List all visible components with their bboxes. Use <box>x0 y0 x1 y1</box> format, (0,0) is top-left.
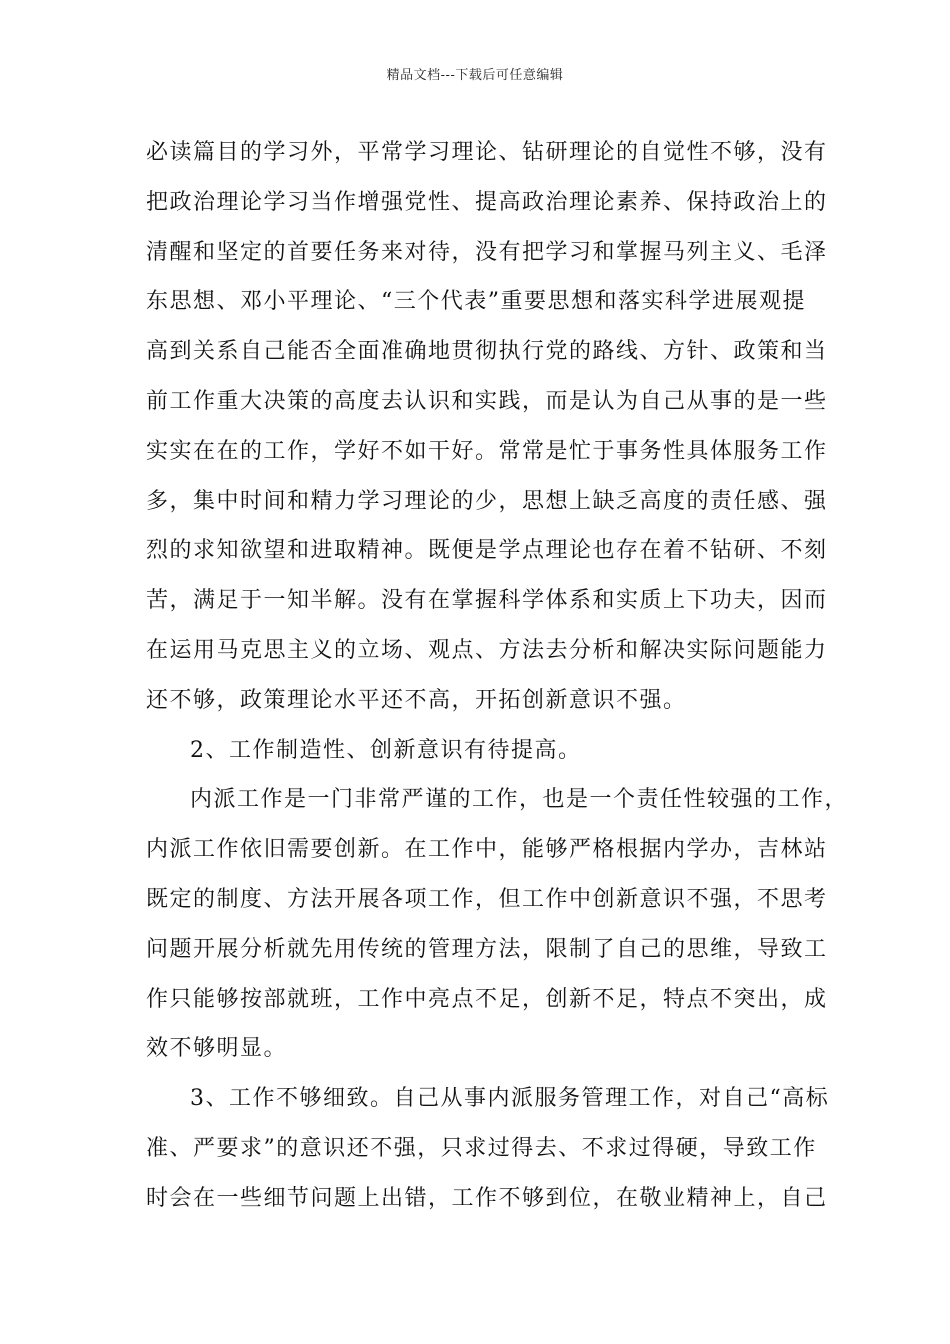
body-line: 既定的制度、方法开展各项工作，但工作中创新意识不强，不思考 <box>146 886 828 912</box>
body-line: 苦，满足于一知半解。没有在掌握科学体系和实质上下功夫，因而 <box>146 588 828 614</box>
body-line: 把政治理论学习当作增强党性、提高政治理论素养、保持政治上的 <box>146 189 828 215</box>
page-header: 精品文档---下载后可任意编辑 <box>386 68 564 83</box>
body-line: 多，集中时间和精力学习理论的少，思想上缺乏高度的责任感、强 <box>146 488 828 514</box>
body-line: 高到关系自己能否全面准确地贯彻执行党的路线、方针、政策和当 <box>146 339 828 365</box>
body-line: 时会在一些细节问题上出错，工作不够到位，在敬业精神上，自己 <box>146 1185 828 1211</box>
document-body <box>146 128 849 1224</box>
body-line: 必读篇目的学习外，平常学习理论、钻研理论的自觉性不够，没有 <box>146 140 828 165</box>
body-line: 烈的求知欲望和进取精神。既便是学点理论也存在着不钻研、不刻 <box>146 538 828 564</box>
body-line: 还不够，政策理论水平还不高，开拓创新意识不强。 <box>146 687 687 713</box>
body-line: 东思想、邓小平理论、“三个代表”重要思想和落实科学进展观提 <box>146 289 806 315</box>
body-line: 前工作重大决策的高度去认识和实践，而是认为自己从事的是一些 <box>146 388 828 414</box>
body-line: 实实在在的工作，学好不如干好。常常是忙于事务性具体服务工作 <box>146 438 828 464</box>
section-heading-2: 2、工作制造性、创新意识有待提高。 <box>190 737 582 763</box>
body-line: 准、严要求”的意识还不强，只求过得去、不求过得硬，导致工作 <box>146 1135 817 1161</box>
body-line: 清醒和坚定的首要任务来对待，没有把学习和掌握马列主义、毛泽 <box>146 239 828 265</box>
body-line: 内派工作依旧需要创新。在工作中，能够严格根据内学办，吉林站 <box>146 837 828 863</box>
body-line: 作只能够按部就班，工作中亮点不足，创新不足，特点不突出，成 <box>146 986 828 1012</box>
body-line: 在运用马克思主义的立场、观点、方法去分析和解决实际问题能力 <box>146 637 828 663</box>
paragraph-start: 内派工作是一门非常严谨的工作，也是一个责任性较强的工作， <box>190 787 849 813</box>
body-line: 问题开展分析就先用传统的管理方法，限制了自己的思维，导致工 <box>146 936 828 962</box>
section-heading-3: 3、工作不够细致。自己从事内派服务管理工作，对自己“高标 <box>190 1086 830 1112</box>
body-line: 效不够明显。 <box>146 1036 288 1062</box>
